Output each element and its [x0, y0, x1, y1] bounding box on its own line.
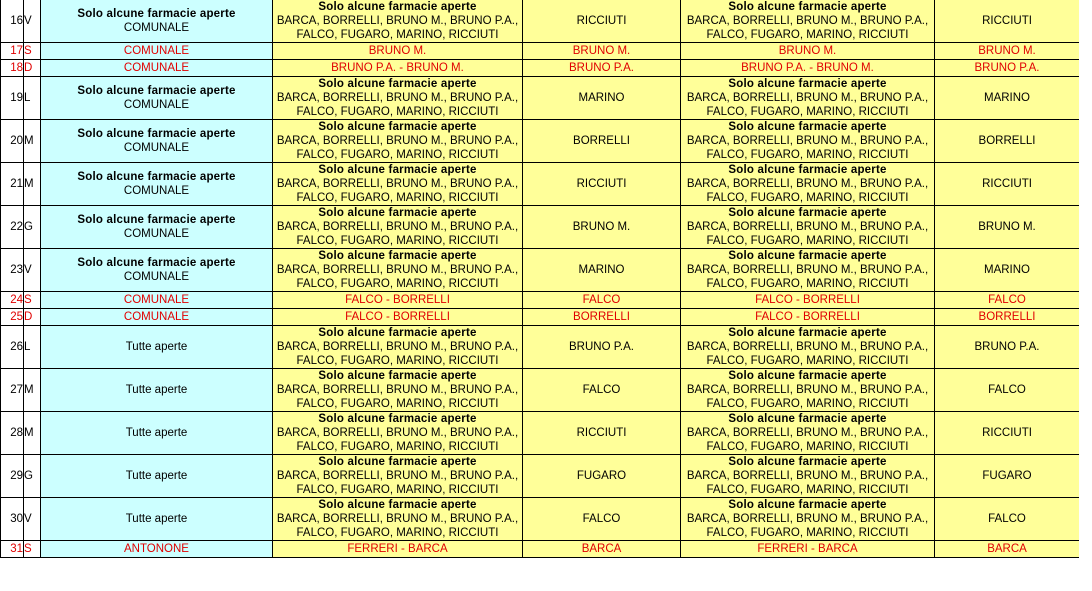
- weekday-letter: D: [24, 62, 33, 74]
- pharmacy-list-line: BARCA, BORRELLI, BRUNO M., BRUNO P.A.,: [686, 384, 929, 396]
- day-shift-cell[interactable]: [273, 326, 523, 369]
- pharmacy-list-line: BARCA, BORRELLI, BRUNO M., BRUNO P.A.,: [276, 264, 519, 276]
- cell-title: Solo alcune farmacie aperte: [318, 1, 477, 13]
- cell-title: Solo alcune farmacie aperte: [728, 370, 887, 382]
- weekday-letter: V: [24, 513, 32, 525]
- day-number: 23: [10, 264, 23, 276]
- night-shift-cell[interactable]: [523, 412, 681, 455]
- table-row: [1, 77, 1080, 120]
- pharmacy-list-line: FALCO, FUGARO, MARINO, RICCIUTI: [296, 106, 499, 118]
- weekday-cell[interactable]: [24, 77, 41, 120]
- table-row: [1, 412, 1080, 455]
- weekday-letter: L: [24, 92, 31, 104]
- night-shift-cell[interactable]: [523, 309, 681, 326]
- table-row: [1, 369, 1080, 412]
- night-shift-cell-2[interactable]: [935, 0, 1080, 43]
- day-number-cell[interactable]: [1, 369, 24, 412]
- day-shift-cell[interactable]: [273, 292, 523, 309]
- cell-text: BORRELLI: [978, 135, 1036, 147]
- comunale-cell[interactable]: [41, 120, 273, 163]
- day-shift-cell-2[interactable]: [681, 412, 935, 455]
- comunale-cell[interactable]: [41, 77, 273, 120]
- day-number-cell[interactable]: [1, 412, 24, 455]
- cell-title: Solo alcune farmacie aperte: [77, 257, 236, 269]
- cell-text: FALCO - BORRELLI: [345, 311, 450, 323]
- cell-text: Tutte aperte: [125, 470, 188, 482]
- pharmacy-list-line: BARCA, BORRELLI, BRUNO M., BRUNO P.A.,: [276, 178, 519, 190]
- day-number: 24: [10, 294, 23, 306]
- cell-text: ANTONONE: [124, 543, 189, 555]
- pharmacy-list-line: BARCA, BORRELLI, BRUNO M., BRUNO P.A.,: [686, 341, 929, 353]
- day-shift-cell-2[interactable]: [681, 77, 935, 120]
- day-number: 21: [10, 178, 23, 190]
- weekday-letter: L: [24, 341, 31, 353]
- weekday-cell[interactable]: [24, 0, 41, 43]
- cell-text: FALCO - BORRELLI: [755, 294, 860, 306]
- pharmacy-list-line: FALCO, FUGARO, MARINO, RICCIUTI: [706, 355, 909, 367]
- cell-subtitle: COMUNALE: [123, 142, 190, 154]
- cell-text: MARINO: [984, 92, 1030, 104]
- cell-text: BRUNO P.A. - BRUNO M.: [331, 62, 464, 74]
- pharmacy-list-line: BARCA, BORRELLI, BRUNO M., BRUNO P.A.,: [686, 427, 929, 439]
- pharmacy-list-line: FALCO, FUGARO, MARINO, RICCIUTI: [706, 441, 909, 453]
- cell-text: FALCO - BORRELLI: [755, 311, 860, 323]
- cell-text: BRUNO M.: [778, 45, 837, 57]
- cell-text: FERRERI - BARCA: [347, 543, 448, 555]
- cell-text: BRUNO P.A. - BRUNO M.: [741, 62, 874, 74]
- weekday-letter: M: [24, 384, 34, 396]
- cell-title: Solo alcune farmacie aperte: [77, 171, 236, 183]
- cell-text: RICCIUTI: [576, 15, 627, 27]
- cell-title: Solo alcune farmacie aperte: [318, 121, 477, 133]
- night-shift-cell-2[interactable]: [935, 412, 1080, 455]
- day-number: 26: [10, 341, 23, 353]
- pharmacy-list-line: FALCO, FUGARO, MARINO, RICCIUTI: [706, 484, 909, 496]
- comunale-cell[interactable]: [41, 412, 273, 455]
- comunale-cell[interactable]: [41, 455, 273, 498]
- cell-title: Solo alcune farmacie aperte: [728, 250, 887, 262]
- pharmacy-list-line: BARCA, BORRELLI, BRUNO M., BRUNO P.A.,: [276, 513, 519, 525]
- cell-title: Solo alcune farmacie aperte: [728, 456, 887, 468]
- table-row: [1, 249, 1080, 292]
- weekday-cell[interactable]: [24, 43, 41, 60]
- day-shift-cell[interactable]: [273, 77, 523, 120]
- night-shift-cell[interactable]: [523, 43, 681, 60]
- night-shift-cell[interactable]: [523, 206, 681, 249]
- night-shift-cell-2[interactable]: [935, 206, 1080, 249]
- pharmacy-list-line: BARCA, BORRELLI, BRUNO M., BRUNO P.A.,: [686, 221, 929, 233]
- night-shift-cell-2[interactable]: [935, 163, 1080, 206]
- day-shift-cell[interactable]: [273, 249, 523, 292]
- cell-title: Solo alcune farmacie aperte: [318, 499, 477, 511]
- weekday-letter: M: [24, 135, 34, 147]
- day-shift-cell-2[interactable]: [681, 292, 935, 309]
- cell-title: Solo alcune farmacie aperte: [728, 413, 887, 425]
- night-shift-cell[interactable]: [523, 369, 681, 412]
- pharmacy-list-line: BARCA, BORRELLI, BRUNO M., BRUNO P.A.,: [276, 384, 519, 396]
- day-shift-cell-2[interactable]: [681, 326, 935, 369]
- day-shift-cell-2[interactable]: [681, 60, 935, 77]
- day-number-cell[interactable]: [1, 249, 24, 292]
- cell-title: Solo alcune farmacie aperte: [728, 327, 887, 339]
- comunale-cell[interactable]: [41, 309, 273, 326]
- night-shift-cell-2[interactable]: [935, 541, 1080, 558]
- cell-subtitle: COMUNALE: [123, 22, 190, 34]
- day-number: 22: [10, 221, 23, 233]
- night-shift-cell[interactable]: [523, 249, 681, 292]
- table-row: [1, 43, 1080, 60]
- table-row: [1, 326, 1080, 369]
- day-shift-cell[interactable]: [273, 43, 523, 60]
- day-number-cell[interactable]: [1, 498, 24, 541]
- day-shift-cell-2[interactable]: [681, 249, 935, 292]
- cell-title: Solo alcune farmacie aperte: [318, 370, 477, 382]
- night-shift-cell[interactable]: [523, 326, 681, 369]
- cell-title: Solo alcune farmacie aperte: [318, 207, 477, 219]
- sheet-right-margin: [1079, 0, 1092, 591]
- cell-text: BRUNO P.A.: [569, 62, 634, 74]
- cell-text: BRUNO M.: [572, 221, 631, 233]
- cell-title: Solo alcune farmacie aperte: [318, 164, 477, 176]
- day-shift-cell[interactable]: [273, 412, 523, 455]
- weekday-cell[interactable]: [24, 541, 41, 558]
- cell-text: FUGARO: [576, 470, 627, 482]
- pharmacy-list-line: FALCO, FUGARO, MARINO, RICCIUTI: [296, 398, 499, 410]
- pharmacy-list-line: BARCA, BORRELLI, BRUNO M., BRUNO P.A.,: [686, 135, 929, 147]
- pharmacy-list-line: FALCO, FUGARO, MARINO, RICCIUTI: [296, 192, 499, 204]
- day-shift-cell-2[interactable]: [681, 541, 935, 558]
- table-row: [1, 292, 1080, 309]
- night-shift-cell[interactable]: [523, 541, 681, 558]
- cell-subtitle: COMUNALE: [123, 228, 190, 240]
- comunale-cell[interactable]: [41, 43, 273, 60]
- comunale-cell[interactable]: [41, 249, 273, 292]
- weekday-cell[interactable]: [24, 292, 41, 309]
- cell-text: MARINO: [578, 92, 625, 104]
- sheet-bottom-margin: [0, 576, 1092, 591]
- pharmacy-list-line: FALCO, FUGARO, MARINO, RICCIUTI: [296, 235, 499, 247]
- day-number: 27: [10, 384, 23, 396]
- cell-title: Solo alcune farmacie aperte: [77, 85, 236, 97]
- day-shift-cell-2[interactable]: [681, 206, 935, 249]
- day-shift-cell-2[interactable]: [681, 309, 935, 326]
- cell-subtitle: COMUNALE: [123, 99, 190, 111]
- pharmacy-list-line: FALCO, FUGARO, MARINO, RICCIUTI: [296, 527, 499, 539]
- cell-text: COMUNALE: [123, 294, 190, 306]
- day-shift-cell[interactable]: [273, 455, 523, 498]
- night-shift-cell-2[interactable]: [935, 292, 1080, 309]
- night-shift-cell[interactable]: [523, 163, 681, 206]
- cell-text: FALCO: [988, 513, 1026, 525]
- pharmacy-list-line: FALCO, FUGARO, MARINO, RICCIUTI: [296, 441, 499, 453]
- pharmacy-list-line: BARCA, BORRELLI, BRUNO M., BRUNO P.A.,: [686, 513, 929, 525]
- pharmacy-list-line: FALCO, FUGARO, MARINO, RICCIUTI: [706, 192, 909, 204]
- pharmacy-list-line: BARCA, BORRELLI, BRUNO M., BRUNO P.A.,: [686, 470, 929, 482]
- pharmacy-list-line: FALCO, FUGARO, MARINO, RICCIUTI: [706, 29, 909, 41]
- cell-text: BRUNO M.: [368, 45, 427, 57]
- day-shift-cell[interactable]: [273, 163, 523, 206]
- pharmacy-list-line: FALCO, FUGARO, MARINO, RICCIUTI: [706, 398, 909, 410]
- weekday-letter: V: [24, 264, 32, 276]
- day-shift-cell[interactable]: [273, 309, 523, 326]
- pharmacy-list-line: FALCO, FUGARO, MARINO, RICCIUTI: [296, 29, 499, 41]
- cell-title: Solo alcune farmacie aperte: [318, 413, 477, 425]
- night-shift-cell[interactable]: [523, 498, 681, 541]
- pharmacy-list-line: FALCO, FUGARO, MARINO, RICCIUTI: [706, 278, 909, 290]
- cell-text: RICCIUTI: [982, 178, 1032, 190]
- pharmacy-list-line: FALCO, FUGARO, MARINO, RICCIUTI: [706, 527, 909, 539]
- night-shift-cell-2[interactable]: [935, 60, 1080, 77]
- cell-text: BORRELLI: [978, 311, 1036, 323]
- day-shift-cell-2[interactable]: [681, 498, 935, 541]
- weekday-cell[interactable]: [24, 206, 41, 249]
- pharmacy-list-line: FALCO, FUGARO, MARINO, RICCIUTI: [296, 149, 499, 161]
- pharmacy-list-line: BARCA, BORRELLI, BRUNO M., BRUNO P.A.,: [276, 135, 519, 147]
- comunale-cell[interactable]: [41, 60, 273, 77]
- cell-text: Tutte aperte: [125, 513, 188, 525]
- cell-text: FALCO: [582, 513, 621, 525]
- cell-title: Solo alcune farmacie aperte: [728, 1, 887, 13]
- cell-text: MARINO: [578, 264, 625, 276]
- cell-text: BARCA: [987, 543, 1027, 555]
- cell-text: BRUNO M.: [978, 221, 1036, 233]
- night-shift-cell[interactable]: [523, 292, 681, 309]
- night-shift-cell-2[interactable]: [935, 120, 1080, 163]
- cell-title: Solo alcune farmacie aperte: [728, 121, 887, 133]
- day-number: 30: [10, 513, 23, 525]
- cell-title: Solo alcune farmacie aperte: [77, 128, 236, 140]
- cell-text: Tutte aperte: [125, 384, 188, 396]
- night-shift-cell[interactable]: [523, 0, 681, 43]
- cell-title: Solo alcune farmacie aperte: [318, 78, 477, 90]
- day-number-cell[interactable]: [1, 541, 24, 558]
- pharmacy-list-line: BARCA, BORRELLI, BRUNO M., BRUNO P.A.,: [276, 15, 519, 27]
- pharmacy-list-line: BARCA, BORRELLI, BRUNO M., BRUNO P.A.,: [276, 221, 519, 233]
- pharmacy-list-line: BARCA, BORRELLI, BRUNO M., BRUNO P.A.,: [686, 15, 929, 27]
- weekday-letter: M: [24, 178, 34, 190]
- pharmacy-list-line: BARCA, BORRELLI, BRUNO M., BRUNO P.A.,: [276, 427, 519, 439]
- night-shift-cell[interactable]: [523, 77, 681, 120]
- table-row: [1, 309, 1080, 326]
- day-shift-cell-2[interactable]: [681, 455, 935, 498]
- weekday-letter: V: [24, 15, 32, 27]
- day-number: 18: [10, 62, 23, 74]
- comunale-cell[interactable]: [41, 163, 273, 206]
- day-number-cell[interactable]: [1, 43, 24, 60]
- cell-text: Tutte aperte: [125, 427, 188, 439]
- weekday-cell[interactable]: [24, 309, 41, 326]
- day-number-cell[interactable]: [1, 455, 24, 498]
- cell-text: COMUNALE: [123, 311, 190, 323]
- comunale-cell[interactable]: [41, 541, 273, 558]
- day-number: 20: [10, 135, 23, 147]
- cell-text: RICCIUTI: [982, 15, 1032, 27]
- day-shift-cell[interactable]: [273, 60, 523, 77]
- cell-text: RICCIUTI: [576, 427, 627, 439]
- night-shift-cell-2[interactable]: [935, 77, 1080, 120]
- pharmacy-list-line: BARCA, BORRELLI, BRUNO M., BRUNO P.A.,: [686, 92, 929, 104]
- night-shift-cell-2[interactable]: [935, 309, 1080, 326]
- cell-text: FALCO: [582, 384, 621, 396]
- cell-title: Solo alcune farmacie aperte: [77, 8, 236, 20]
- day-shift-cell[interactable]: [273, 0, 523, 43]
- cell-text: FUGARO: [982, 470, 1032, 482]
- cell-text: FALCO - BORRELLI: [345, 294, 450, 306]
- cell-text: MARINO: [984, 264, 1030, 276]
- day-number: 19: [10, 92, 23, 104]
- night-shift-cell-2[interactable]: [935, 369, 1080, 412]
- cell-text: BRUNO M.: [572, 45, 631, 57]
- weekday-cell[interactable]: [24, 60, 41, 77]
- pharmacy-list-line: FALCO, FUGARO, MARINO, RICCIUTI: [706, 235, 909, 247]
- cell-text: FERRERI - BARCA: [757, 543, 858, 555]
- weekday-cell[interactable]: [24, 369, 41, 412]
- weekday-cell[interactable]: [24, 412, 41, 455]
- cell-title: Solo alcune farmacie aperte: [728, 164, 887, 176]
- cell-text: BORRELLI: [573, 135, 630, 147]
- table-row: [1, 60, 1080, 77]
- cell-title: Solo alcune farmacie aperte: [728, 78, 887, 90]
- cell-text: COMUNALE: [123, 62, 190, 74]
- cell-text: BRUNO M.: [978, 45, 1036, 57]
- cell-text: COMUNALE: [123, 45, 190, 57]
- table-row: [1, 498, 1080, 541]
- day-number: 31: [10, 543, 23, 555]
- pharmacy-list-line: BARCA, BORRELLI, BRUNO M., BRUNO P.A.,: [276, 341, 519, 353]
- night-shift-cell-2[interactable]: [935, 498, 1080, 541]
- pharmacy-list-line: FALCO, FUGARO, MARINO, RICCIUTI: [296, 355, 499, 367]
- night-shift-cell-2[interactable]: [935, 326, 1080, 369]
- comunale-cell[interactable]: [41, 326, 273, 369]
- cell-title: Solo alcune farmacie aperte: [318, 250, 477, 262]
- table-row: [1, 163, 1080, 206]
- cell-subtitle: COMUNALE: [123, 185, 190, 197]
- day-number: 25: [10, 311, 23, 323]
- day-shift-cell[interactable]: [273, 369, 523, 412]
- cell-title: Solo alcune farmacie aperte: [318, 327, 477, 339]
- pharmacy-list-line: BARCA, BORRELLI, BRUNO M., BRUNO P.A.,: [686, 178, 929, 190]
- weekday-cell[interactable]: [24, 498, 41, 541]
- cell-text: RICCIUTI: [982, 427, 1032, 439]
- weekday-letter: G: [24, 221, 33, 233]
- pharmacy-list-line: FALCO, FUGARO, MARINO, RICCIUTI: [296, 278, 499, 290]
- table-row: [1, 541, 1080, 558]
- day-number-cell[interactable]: [1, 77, 24, 120]
- day-shift-cell[interactable]: [273, 541, 523, 558]
- pharmacy-list-line: BARCA, BORRELLI, BRUNO M., BRUNO P.A.,: [686, 264, 929, 276]
- day-number-cell[interactable]: [1, 0, 24, 43]
- day-number: 16: [10, 15, 23, 27]
- comunale-cell[interactable]: [41, 369, 273, 412]
- pharmacy-list-line: FALCO, FUGARO, MARINO, RICCIUTI: [706, 149, 909, 161]
- cell-text: FALCO: [988, 384, 1026, 396]
- cell-subtitle: COMUNALE: [123, 271, 190, 283]
- weekday-letter: S: [24, 294, 32, 306]
- day-number-cell[interactable]: [1, 326, 24, 369]
- night-shift-cell-2[interactable]: [935, 455, 1080, 498]
- day-number: 29: [10, 470, 23, 482]
- weekday-cell[interactable]: [24, 455, 41, 498]
- day-number-cell[interactable]: [1, 163, 24, 206]
- cell-text: BORRELLI: [573, 311, 630, 323]
- cell-text: BRUNO P.A.: [569, 341, 634, 353]
- day-shift-cell[interactable]: [273, 498, 523, 541]
- day-number-cell[interactable]: [1, 120, 24, 163]
- cell-text: RICCIUTI: [576, 178, 627, 190]
- night-shift-cell-2[interactable]: [935, 43, 1080, 60]
- day-shift-cell[interactable]: [273, 120, 523, 163]
- cell-title: Solo alcune farmacie aperte: [318, 456, 477, 468]
- night-shift-cell[interactable]: [523, 455, 681, 498]
- table-row: [1, 455, 1080, 498]
- day-shift-cell-2[interactable]: [681, 43, 935, 60]
- table-row: [1, 206, 1080, 249]
- cell-text: BARCA: [581, 543, 622, 555]
- weekday-cell[interactable]: [24, 326, 41, 369]
- day-shift-cell-2[interactable]: [681, 0, 935, 43]
- day-number: 17: [10, 45, 23, 57]
- weekday-letter: D: [24, 311, 33, 323]
- night-shift-cell[interactable]: [523, 60, 681, 77]
- comunale-cell[interactable]: [41, 498, 273, 541]
- pharmacy-list-line: BARCA, BORRELLI, BRUNO M., BRUNO P.A.,: [276, 470, 519, 482]
- cell-text: Tutte aperte: [125, 341, 188, 353]
- table-row: [1, 120, 1080, 163]
- weekday-cell[interactable]: [24, 120, 41, 163]
- weekday-letter: S: [24, 543, 32, 555]
- day-shift-cell[interactable]: [273, 206, 523, 249]
- cell-title: Solo alcune farmacie aperte: [728, 207, 887, 219]
- day-number-cell[interactable]: [1, 60, 24, 77]
- weekday-letter: G: [24, 470, 33, 482]
- comunale-cell[interactable]: [41, 292, 273, 309]
- day-number-cell[interactable]: [1, 206, 24, 249]
- weekday-letter: S: [24, 45, 32, 57]
- day-number-cell[interactable]: [1, 292, 24, 309]
- weekday-letter: M: [24, 427, 34, 439]
- comunale-cell[interactable]: [41, 0, 273, 43]
- cell-text: BRUNO P.A.: [974, 62, 1040, 74]
- pharmacy-list-line: FALCO, FUGARO, MARINO, RICCIUTI: [296, 484, 499, 496]
- weekday-cell[interactable]: [24, 249, 41, 292]
- cell-title: Solo alcune farmacie aperte: [728, 499, 887, 511]
- cell-text: FALCO: [988, 294, 1026, 306]
- night-shift-cell-2[interactable]: [935, 249, 1080, 292]
- day-shift-cell-2[interactable]: [681, 163, 935, 206]
- day-shift-cell-2[interactable]: [681, 120, 935, 163]
- night-shift-cell[interactable]: [523, 120, 681, 163]
- pharmacy-list-line: FALCO, FUGARO, MARINO, RICCIUTI: [706, 106, 909, 118]
- table-row: [1, 0, 1080, 43]
- day-shift-cell-2[interactable]: [681, 369, 935, 412]
- weekday-cell[interactable]: [24, 163, 41, 206]
- cell-title: Solo alcune farmacie aperte: [77, 214, 236, 226]
- day-number: 28: [10, 427, 23, 439]
- pharmacy-list-line: BARCA, BORRELLI, BRUNO M., BRUNO P.A.,: [276, 92, 519, 104]
- comunale-cell[interactable]: [41, 206, 273, 249]
- cell-text: FALCO: [582, 294, 621, 306]
- day-number-cell[interactable]: [1, 309, 24, 326]
- cell-text: BRUNO P.A.: [974, 341, 1040, 353]
